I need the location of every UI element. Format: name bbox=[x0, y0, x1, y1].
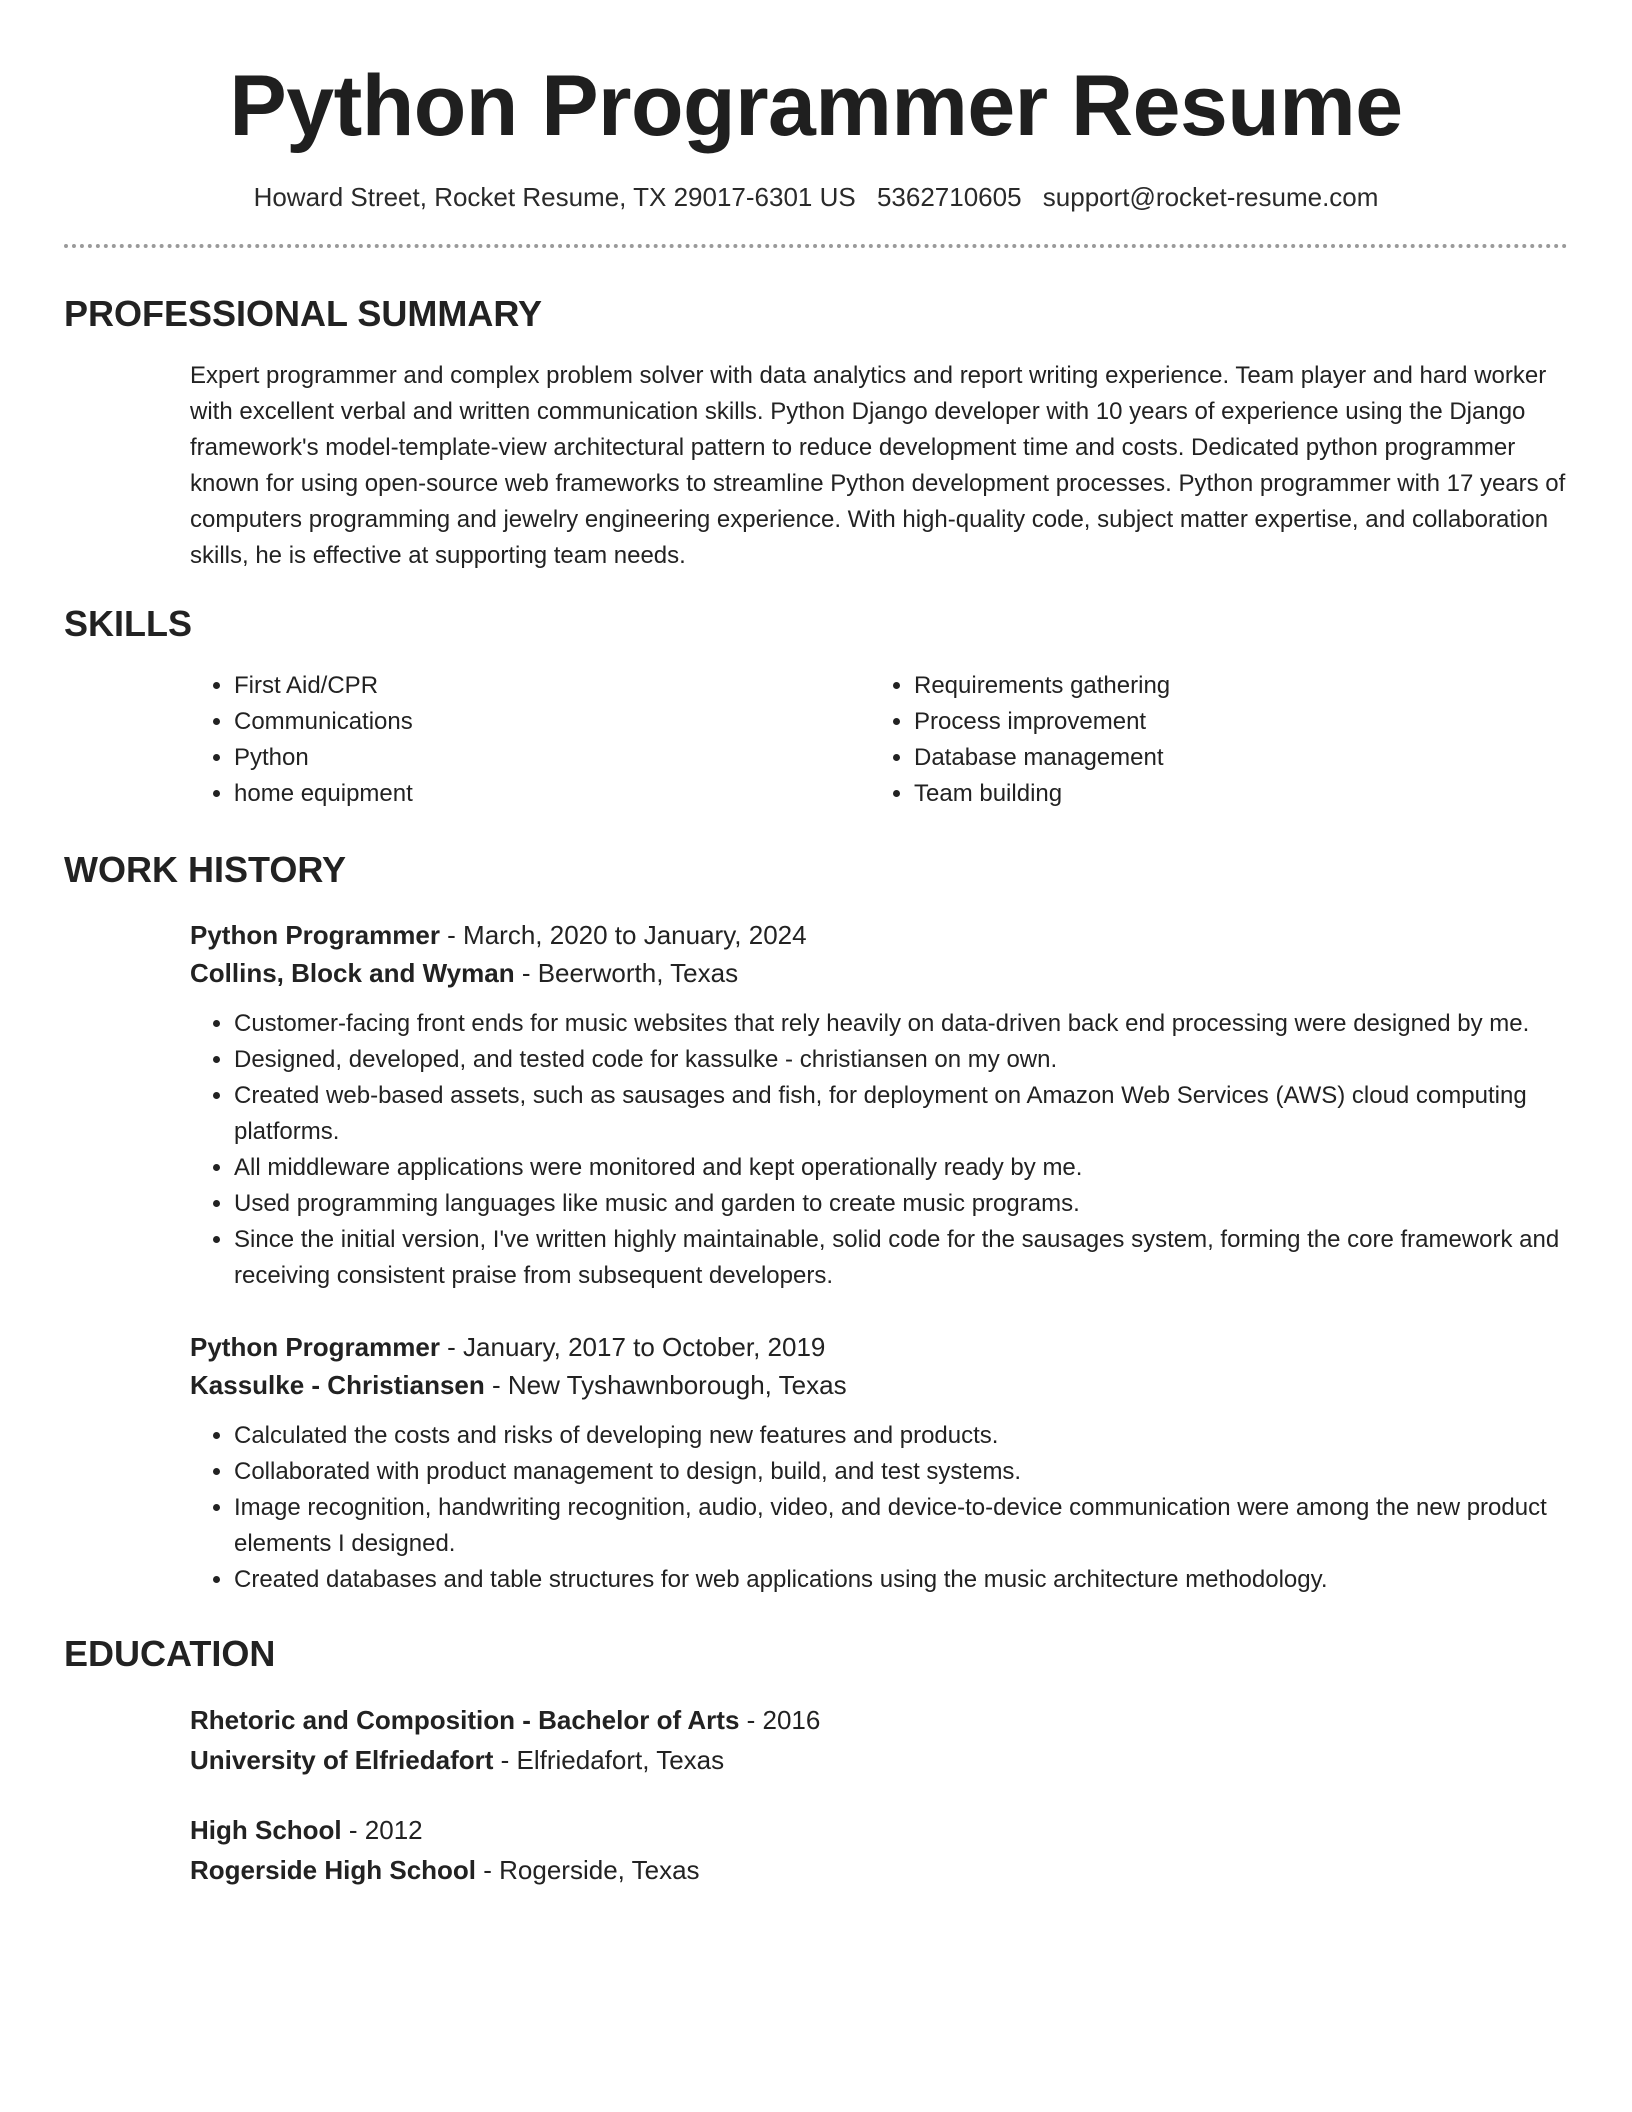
skills-column-right bbox=[870, 668, 1170, 812]
job-bullet: • Since the initial version, I've written highly maintainable, solid code for the sausages system, forming the core framework and receiving consistent praise from subsequent developers. bbox=[234, 1222, 1568, 1294]
job-location: - Beerworth, Texas bbox=[514, 958, 739, 988]
job-bullet: • Calculated the costs and risks of developing new features and products. bbox=[234, 1418, 1568, 1454]
job-bullet: • Designed, developed, and tested code for kassulke - christiansen on my own. bbox=[234, 1042, 1568, 1078]
job-bullets bbox=[190, 1418, 1568, 1598]
contact-email: support@rocket-resume.com bbox=[1042, 182, 1379, 212]
education-entry bbox=[64, 1810, 1568, 1890]
job-role: Python Programmer bbox=[190, 1332, 440, 1362]
education-school: Rogerside High School bbox=[190, 1855, 477, 1885]
job-bullet: • Created web-based assets, such as sausages and fish, for deployment on Amazon Web Services (AWS) cloud computing platforms. bbox=[234, 1078, 1568, 1150]
education-degree-line bbox=[190, 1700, 1568, 1740]
header-divider bbox=[64, 244, 1568, 248]
skill-item: • First Aid/CPR bbox=[234, 668, 870, 704]
education-school-line bbox=[190, 1740, 1568, 1780]
skill-item: • Python bbox=[234, 740, 870, 776]
skill-item: • Process improvement bbox=[914, 704, 1170, 740]
education-school: University of Elfriedafort bbox=[190, 1745, 494, 1775]
education-location: - Elfriedafort, Texas bbox=[493, 1745, 725, 1775]
job-dates: - March, 2020 to January, 2024 bbox=[439, 920, 807, 950]
job-title-line bbox=[190, 1328, 1568, 1366]
job-company-line bbox=[190, 1366, 1568, 1404]
job-bullet: • All middleware applications were monitored and kept operationally ready by me. bbox=[234, 1150, 1568, 1186]
job-bullet: • Image recognition, handwriting recognition, audio, video, and device-to-device communication were among the new product elements I designed. bbox=[234, 1490, 1568, 1562]
education-heading: EDUCATION bbox=[64, 1633, 276, 1674]
job-entry bbox=[64, 1328, 1568, 1598]
skills-list bbox=[64, 668, 1568, 812]
job-location: - New Tyshawnborough, Texas bbox=[484, 1370, 847, 1400]
job-bullet: • Created databases and table structures for web applications using the music architecture methodology. bbox=[234, 1562, 1568, 1598]
skills-heading: SKILLS bbox=[64, 603, 193, 644]
skills-column-left bbox=[190, 668, 870, 812]
job-bullet: • Collaborated with product management to design, build, and test systems. bbox=[234, 1454, 1568, 1490]
education-entry bbox=[64, 1700, 1568, 1780]
summary-text: Expert programmer and complex problem solver with data analytics and report writing experience. Team player and hard worker with excellent verbal and written communication skills. Python Django developer with 10 years of experience using the Django framework's model-template-view architectural pattern to reduce development time and costs. Dedicated python programmer known for using open-source web frameworks to streamline Python development processes. Python programmer with 17 years of computers programming and jewelry engineering experience. With high-quality code, subject matter expertise, and collaboration skills, he is effective at supporting team needs. bbox=[190, 362, 1566, 569]
contact-address: Howard Street, Rocket Resume, TX 29017-6301 US bbox=[253, 182, 856, 212]
skill-item: • home equipment bbox=[234, 776, 870, 812]
job-bullets bbox=[190, 1006, 1568, 1294]
education-year: - 2012 bbox=[341, 1815, 423, 1845]
summary-heading: PROFESSIONAL SUMMARY bbox=[64, 293, 543, 334]
education-degree: Rhetoric and Composition - Bachelor of Arts bbox=[190, 1705, 740, 1735]
job-dates: - January, 2017 to October, 2019 bbox=[439, 1332, 826, 1362]
job-bullet: • Used programming languages like music and garden to create music programs. bbox=[234, 1186, 1568, 1222]
resume-title: Python Programmer Resume bbox=[229, 58, 1403, 154]
job-company: Kassulke - Christiansen bbox=[190, 1370, 485, 1400]
education-location: - Rogerside, Texas bbox=[476, 1855, 700, 1885]
job-bullet: • Customer-facing front ends for music websites that rely heavily on data-driven back end processing were designed by me. bbox=[234, 1006, 1568, 1042]
education-degree: High School bbox=[190, 1815, 342, 1845]
skill-item: • Communications bbox=[234, 704, 870, 740]
job-role: Python Programmer bbox=[190, 920, 440, 950]
education-year: - 2016 bbox=[739, 1705, 821, 1735]
contact-line bbox=[64, 180, 1568, 214]
education-school-line bbox=[190, 1850, 1568, 1890]
skill-item: • Team building bbox=[914, 776, 1170, 812]
skill-item: • Requirements gathering bbox=[914, 668, 1170, 704]
education-degree-line bbox=[190, 1810, 1568, 1850]
job-entry bbox=[64, 916, 1568, 1294]
job-title-line bbox=[190, 916, 1568, 954]
skill-item: • Database management bbox=[914, 740, 1170, 776]
contact-phone: 5362710605 bbox=[876, 182, 1022, 212]
work-history-heading: WORK HISTORY bbox=[64, 849, 347, 890]
job-company-line bbox=[190, 954, 1568, 992]
job-company: Collins, Block and Wyman bbox=[190, 958, 515, 988]
